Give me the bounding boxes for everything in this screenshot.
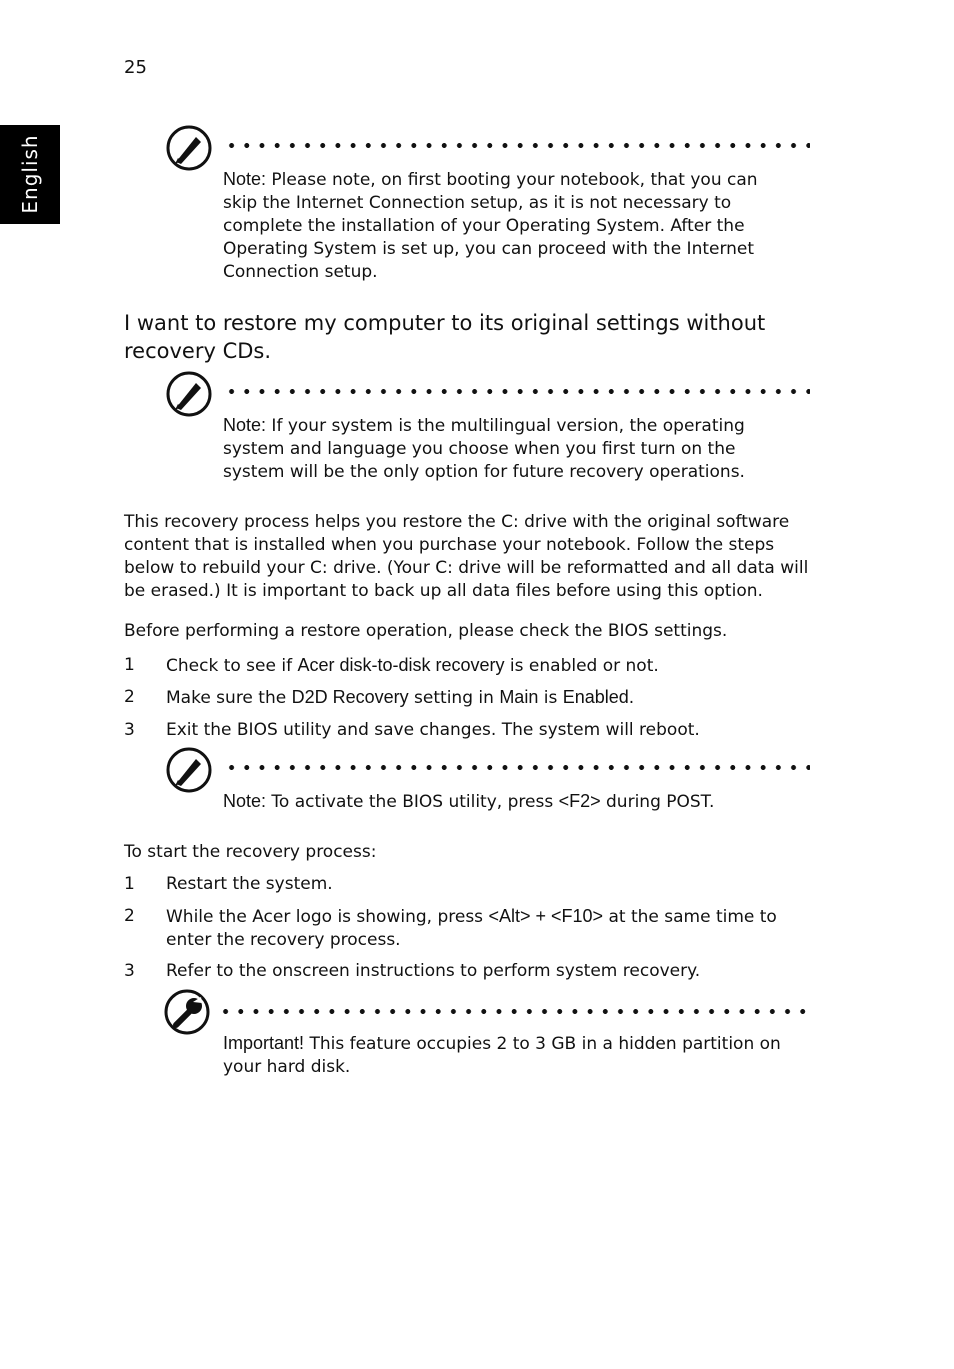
step-text: Refer to the onscreen instructions to perform system recovery.: [166, 961, 701, 981]
important-note: [223, 1032, 783, 1079]
important-divider: [218, 1009, 806, 1014]
important-label: Important!: [223, 1033, 305, 1053]
important-text: This feature occupies 2 to 3 GB in a hidden partition on your hard disk.: [223, 1034, 781, 1077]
step-number: 3: [124, 720, 135, 740]
note-pen-icon: [166, 747, 212, 793]
step-text: Exit the BIOS utility and save changes. The system will reboot.: [166, 720, 700, 740]
paragraph-recovery-intro: This recovery process helps you restore the C: drive with the original software content that is installed when you purchase your notebook. Follow the steps below to rebuild your C: drive. (Your C: drive will be reformatted and all data will be erased.) It is important to back up all data files before using this option.: [124, 512, 809, 601]
step-number: 2: [124, 687, 135, 707]
step-text: Restart the system.: [166, 874, 333, 894]
note-divider: [224, 143, 810, 148]
page-number: 25: [124, 57, 147, 78]
note-divider: [224, 765, 810, 770]
note-3: Note: To activate the BIOS utility, press <F2> during POST.: [223, 791, 715, 812]
step-number: 1: [124, 655, 135, 675]
section-heading: I want to restore my computer to its original settings without recovery CDs.: [124, 311, 766, 363]
step-number: 1: [124, 874, 135, 894]
note-1: [223, 168, 783, 284]
note-text: Please note, on first booting your notebook, that you can skip the Internet Connection setup, as it is not necessary to complete the installation of your Operating System. After the Operating System is set up, you can proceed with the Internet Connection setup.: [223, 170, 758, 282]
note-divider: [224, 389, 810, 394]
note-label: Note:: [223, 791, 267, 811]
note-pen-icon: [166, 125, 212, 171]
language-side-tab: [0, 125, 60, 224]
note-label: Note:: [223, 415, 267, 435]
wrench-important-icon: [164, 989, 210, 1035]
note-2: [223, 414, 783, 484]
step-text: While the Acer logo is showing, press <Alt> + <F10> at the same time to enter the recovery process.: [166, 906, 777, 950]
note-label: Note:: [223, 169, 267, 189]
paragraph-bios-check: Before performing a restore operation, please check the BIOS settings.: [124, 621, 728, 641]
step-text: Make sure the D2D Recovery setting in Main is Enabled.: [166, 687, 635, 708]
step-number: 3: [124, 961, 135, 981]
step-number: 2: [124, 906, 135, 926]
note-pen-icon: [166, 371, 212, 417]
language-label: English: [18, 134, 42, 214]
paragraph-start-recovery: To start the recovery process:: [124, 842, 377, 862]
note-text: If your system is the multilingual version, the operating system and language you choose when you first turn on the system will be the only option for future recovery operations.: [223, 416, 745, 482]
step-text: Check to see if Acer disk-to-disk recovery is enabled or not.: [166, 655, 659, 676]
